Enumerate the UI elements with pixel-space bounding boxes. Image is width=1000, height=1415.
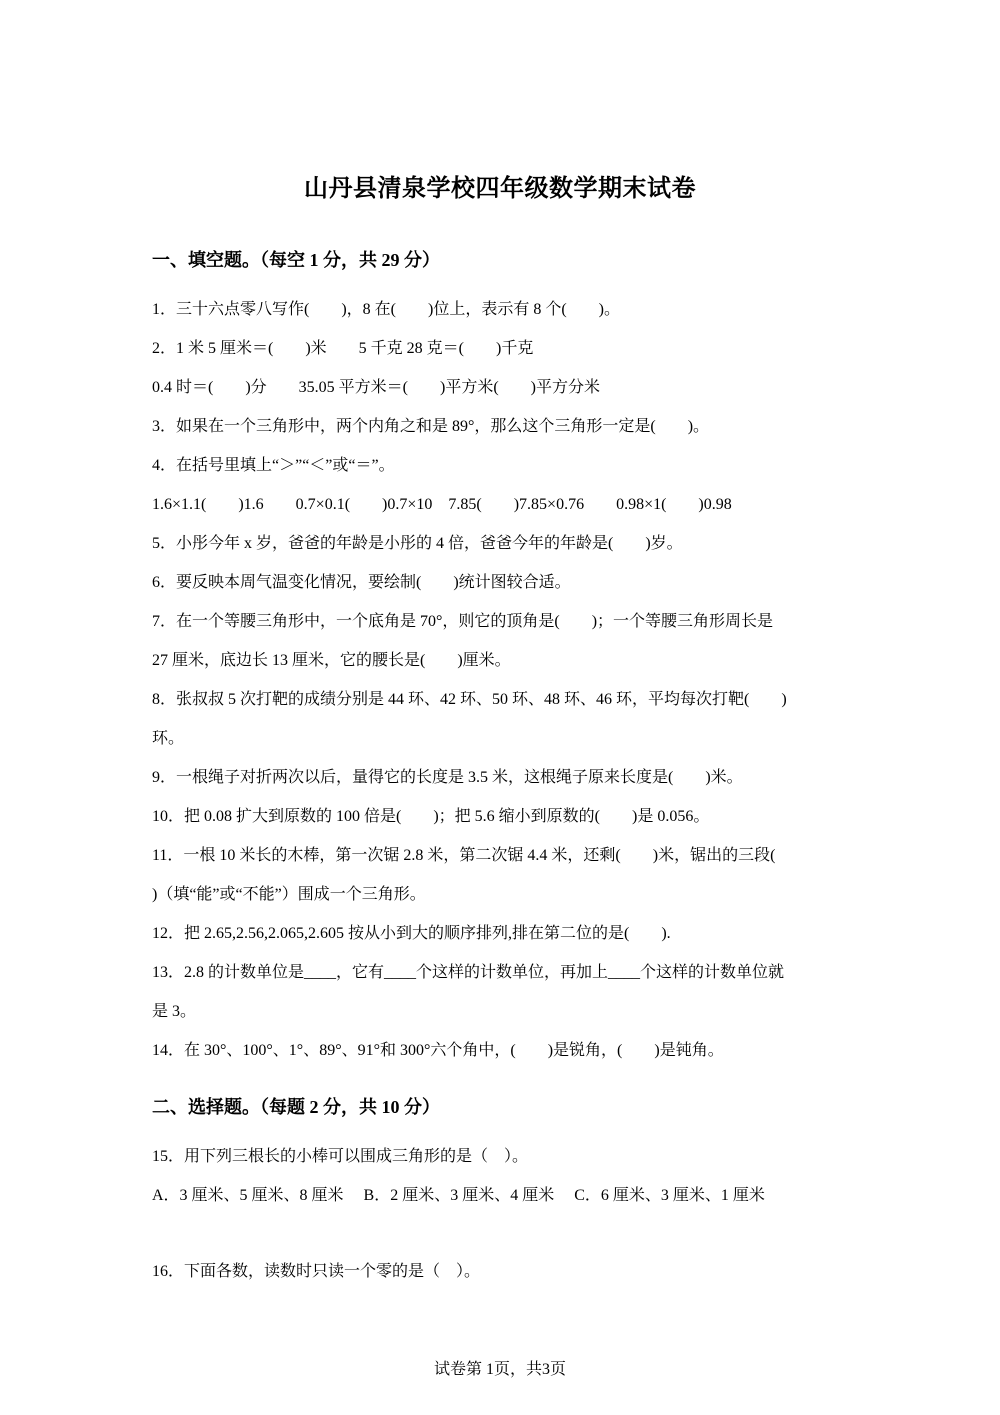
question-line: 环。 [152,730,185,747]
question-line: 2．1 米 5 厘米＝( )米 5 千克 28 克＝( )千克 [152,340,534,357]
question-line: 13．2.8 的计数单位是____，它有____个这样的计数单位，再加上____个这样的计数单位就 [152,964,785,981]
question-line: )（填“能”或“不能”）围成一个三角形。 [152,886,426,903]
question-line: 4．在括号里填上“＞”“＜”或“＝”。 [152,457,395,474]
question-line: 10．把 0.08 扩大到原数的 100 倍是( )；把 5.6 缩小到原数的( )是 0.056。 [152,808,710,825]
question-line: 1.6×1.1( )1.6 0.7×0.1( )0.7×10 7.85( )7.85×0.76 0.98×1( )0.98 [152,496,732,513]
question-line: 6．要反映本周气温变化情况，要绘制( )统计图较合适。 [152,574,571,591]
question-line: 是 3。 [152,1003,197,1020]
question-line: 15．用下列三根长的小棒可以围成三角形的是（ ）。 [152,1148,529,1165]
question-line: 3．如果在一个三角形中，两个内角之和是 89°，那么这个三角形一定是( )。 [152,418,710,435]
question-line: 11．一根 10 米长的木棒，第一次锯 2.8 米，第二次锯 4.4 米，还剩( )米，锯出的三段( [152,847,776,864]
question-line: 12．把 2.65,2.56,2.065,2.605 按从小到大的顺序排列,排在第二位的是( ). [152,925,671,942]
section-heading-fill-in: 一、填空题。（每空 1 分，共 29 分） [152,250,440,270]
question-line: 8．张叔叔 5 次打靶的成绩分别是 44 环、42 环、50 环、48 环、46 环，平均每次打靶( ) [152,691,787,708]
question-line: 27 厘米，底边长 13 厘米，它的腰长是( )厘米。 [152,652,511,669]
question-line: 5．小彤今年 x 岁，爸爸的年龄是小彤的 4 倍，爸爸今年的年龄是( )岁。 [152,535,683,552]
page-footer: 试卷第 1页，共3页 [433,1361,566,1378]
question-line: 14．在 30°、100°、1°、89°、91°和 300°六个角中，( )是锐角，( )是钝角。 [152,1042,724,1059]
question-line: 0.4 时＝( )分 35.05 平方米＝( )平方米( )平方分米 [152,379,600,396]
question-line: 1．三十六点零八写作( )，8 在( )位上，表示有 8 个( )。 [152,301,620,318]
section-heading-multiple-choice: 二、选择题。（每题 2 分，共 10 分） [152,1097,440,1117]
page-title: 山丹县清泉学校四年级数学期末试卷 [304,176,696,202]
question-line: 16．下面各数，读数时只读一个零的是（ ）。 [152,1263,481,1280]
question-line: 9．一根绳子对折两次以后，量得它的长度是 3.5 米，这根绳子原来长度是( )米。 [152,769,743,786]
question-line: 7．在一个等腰三角形中，一个底角是 70°，则它的顶角是( )；一个等腰三角形周长是 [152,613,774,630]
answer-options-line: A．3 厘米、5 厘米、8 厘米 B．2 厘米、3 厘米、4 厘米 C．6 厘米、3 厘米、1 厘米 [152,1187,765,1204]
